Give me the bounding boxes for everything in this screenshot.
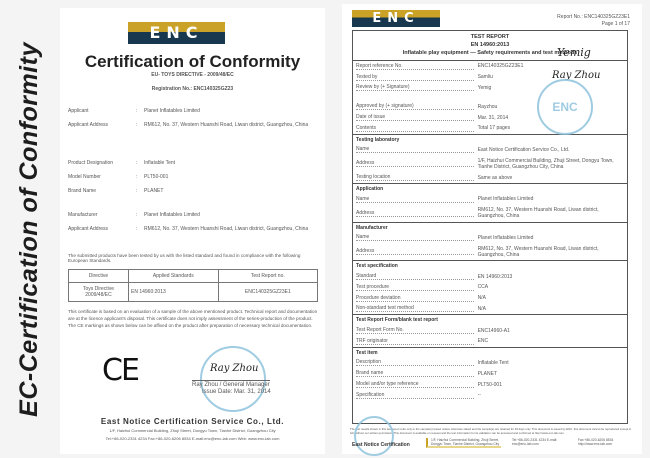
footer-address: 1/F, Haizhui Commercial Building, Zhuji Street, Dongyu Town, Tianhe District, Guangzhou City [426, 438, 501, 448]
enc-stamp [200, 346, 266, 412]
row-label: Test procedure [356, 284, 474, 291]
report-row [353, 368, 627, 379]
report-row [353, 271, 627, 282]
report-row [353, 205, 627, 222]
row-label: Standard [356, 273, 474, 280]
report-row [353, 282, 627, 293]
row-value: 1/F, Haizhui Commercial Building, Zhuji Street, Dongyu Town, Tianhe District, Guangzhou City, China [477, 157, 614, 170]
row-value: Inflatable Tent [477, 359, 509, 366]
footer-tel: Tel:+86-020-2331 4234 E-mail: enc@enc-lab.com [512, 438, 558, 446]
row-value: ENC140325GZ23E1 [477, 63, 524, 70]
approve-signature: Ray Zhou [552, 70, 601, 81]
report-number: Report No.: ENC140325GZ23E1 [557, 14, 630, 20]
report-row [353, 358, 627, 369]
row-label: Address [356, 210, 474, 217]
table-cell: EN 14960:2013 [129, 283, 219, 302]
field-separator: : [136, 122, 138, 128]
section-header: Test specification [353, 260, 627, 271]
page-number: Page 1 of 17 [601, 21, 630, 27]
field-value: PLANET [144, 188, 164, 194]
section-header: Manufacturer [353, 222, 627, 233]
row-value: ENC [477, 338, 489, 345]
registration-number: Registration No.: ENC140325GZ23 [151, 86, 234, 92]
report-row [353, 155, 627, 172]
field-separator: : [136, 160, 138, 166]
row-label: Brand name [356, 370, 474, 377]
field-value: PLT50-001 [144, 174, 169, 180]
field-separator: : [136, 174, 138, 180]
review-signature: Yemig [557, 46, 591, 59]
row-label: Contents [356, 125, 474, 132]
row-value: RM612, No. 37, Western Huanshi Road, Liwan district, Guangzhou, China [477, 207, 599, 220]
field-row [68, 174, 318, 180]
footer-fax: Fax:+86-020-6206 8534 http://www.enc-lab.com [578, 438, 614, 446]
company-contact: Tel:+86-020-2331 4234 Fax:+86-020-6206 8534 E-mail:enc@enc-lab.com Web: www.enc-lab.com [105, 436, 280, 441]
row-label: Testing location [356, 174, 474, 181]
report-subtitle: Inflatable play equipment — Safety requirements and test methods [402, 50, 578, 56]
footer-brand: East Notice Certification [352, 442, 410, 448]
row-label: Name [356, 196, 474, 203]
field-row [68, 108, 318, 114]
row-label: Report reference No. [356, 63, 474, 70]
company-address: 1/F, Haizhui Commercial Building, Zhuji Street, Dongyu Town, Tianhe District, Guangzhou City [109, 428, 276, 433]
table-header: Test Report no. [218, 270, 317, 283]
side-title-text: EC-Certification of Conformity [14, 41, 43, 417]
row-value: Mar. 31, 2014 [477, 114, 509, 121]
report-row [353, 304, 627, 315]
ce-mark: CE [102, 353, 138, 388]
enc-logo: ENC [352, 10, 440, 27]
field-separator: : [136, 108, 138, 114]
certificate-title: Certification of Conformity [84, 52, 301, 71]
row-value: East Notice Certification Service Co., Ltd. [477, 146, 570, 153]
field-label: Applicant [68, 108, 89, 114]
section-header: Testing laboratory [353, 134, 627, 145]
row-value: EN 14960:2013 [477, 273, 513, 280]
report-row [353, 379, 627, 390]
report-row [353, 325, 627, 336]
row-value: N/A [477, 305, 486, 312]
report-title: TEST REPORT [470, 34, 510, 40]
field-label: Manufacturer [68, 212, 98, 218]
field-label: Applicant Address [68, 122, 109, 128]
table-cell: ENC140325GZ23E1 [218, 283, 317, 302]
enc-stamp: ENC [537, 79, 593, 135]
field-label: Brand Name [68, 188, 97, 194]
report-row [353, 145, 627, 156]
row-label: Name [356, 234, 474, 241]
report-standard: EN 14960:2013 [470, 42, 510, 48]
table-cell: Toys Directive 2009/48/EC [69, 283, 129, 302]
row-label: Address [356, 248, 474, 255]
row-label: Non-standard test method [356, 305, 474, 312]
enc-logo: ENC [128, 22, 225, 44]
report-row [353, 390, 627, 401]
field-row [68, 122, 318, 128]
standards-table [68, 269, 318, 302]
directive-line: EU- TOYS DIRECTIVE - 2009/48/EC [151, 72, 234, 78]
field-value: RM612, No. 37, Western Huanshi Road, Liwan district, Guangzhou, China [144, 226, 309, 232]
report-row [353, 293, 627, 304]
field-value: RM612, No. 37, Western Huanshi Road, Liwan district, Guangzhou, China [144, 122, 309, 128]
field-label: Product Designation [68, 160, 114, 166]
row-label: Review by (+ Signature) [356, 84, 474, 91]
row-label: Date of issue [356, 114, 474, 121]
field-separator: : [136, 226, 138, 232]
report-row [353, 233, 627, 244]
row-label: Procedure deviation [356, 295, 474, 302]
row-value: Samliu [477, 74, 493, 81]
row-value: Total 17 pages [477, 125, 511, 132]
field-row [68, 226, 318, 232]
field-separator: : [136, 188, 138, 194]
certificate-of-conformity [60, 8, 325, 454]
field-row [68, 188, 318, 194]
certificate-note: This certificate is based on an evaluation of a sample of the above mentioned product. Technical report and documentation are at the licence applicant's disposal. This certificate does not imply assessment of the series-production of the product. The CE markings as shown below can be affixed on the product after preparation of necessary technical documentation. [68, 309, 318, 328]
row-value: RM612, No. 37, Western Huanshi Road, Liwan district, Guangzhou, China [477, 245, 599, 258]
row-value: Yemig [477, 84, 492, 91]
section-header: Test item [353, 347, 627, 358]
field-label: Applicant Address [68, 226, 109, 232]
report-row [353, 336, 627, 347]
report-row [353, 194, 627, 205]
field-row [68, 160, 318, 166]
row-label: Specification [356, 392, 474, 399]
report-row [353, 243, 627, 260]
row-value: -- [477, 392, 481, 399]
field-label: Model Number [68, 174, 101, 180]
row-label: Tested by [356, 74, 474, 81]
row-value: Planet Inflatables Limited [477, 234, 534, 241]
row-label: Description [356, 359, 474, 366]
issue-date: Issue Date: Mar. 31, 2014 [202, 389, 271, 395]
section-header: Application [353, 183, 627, 194]
row-value: PLT50-001 [477, 381, 502, 388]
row-value: Planet Inflatables Limited [477, 196, 534, 203]
footer-stamp [354, 416, 394, 456]
row-label: Address [356, 160, 474, 167]
row-value: ENC14960-A1 [477, 327, 510, 334]
field-value: Inflatable Tent [144, 160, 176, 166]
row-value: Same as above [477, 174, 513, 181]
row-label: Name [356, 146, 474, 153]
row-value: N/A [477, 295, 486, 302]
table-header: Applied Standards [129, 270, 219, 283]
signature: Ray Zhou [210, 363, 259, 374]
row-label: TRF originator [356, 338, 474, 345]
row-label: Approved by (+ signature) [356, 103, 474, 110]
table-header: Directive [69, 270, 129, 283]
row-label: Test Report Form No. [356, 327, 474, 334]
field-value: Planet Inflatables Limited [144, 212, 200, 218]
footer-note: The test results shown in this test report refer only to the sample(s) tested unless otherwise stated and the sample(s) are retained for 30 days only. This document is issued by ENC; this document cannot be reproduced except in full, without our written permission. This document is available on request and the test information for its validation can be accessed and confirmed at http://www.enc-lab.com. [350, 427, 632, 435]
field-row [68, 212, 318, 218]
company-name: East Notice Certification Service Co., Ltd. [100, 417, 285, 426]
field-value: Planet Inflatables Limited [144, 108, 200, 114]
report-row [353, 172, 627, 183]
row-label: Model and/or type reference [356, 381, 474, 388]
side-title [4, 0, 54, 458]
row-value: Rayzhou [477, 103, 498, 110]
row-value: PLANET [477, 370, 498, 377]
section-header: Test Report Form/blank test report [353, 314, 627, 325]
test-report [342, 4, 642, 454]
row-value: CCA [477, 284, 489, 291]
field-separator: : [136, 212, 138, 218]
signer: Ray Zhou / General Manager [192, 382, 270, 388]
intro-text: The submitted products have been tested by us with the listed standard and found in compliance with the following European Standards. [68, 253, 301, 263]
